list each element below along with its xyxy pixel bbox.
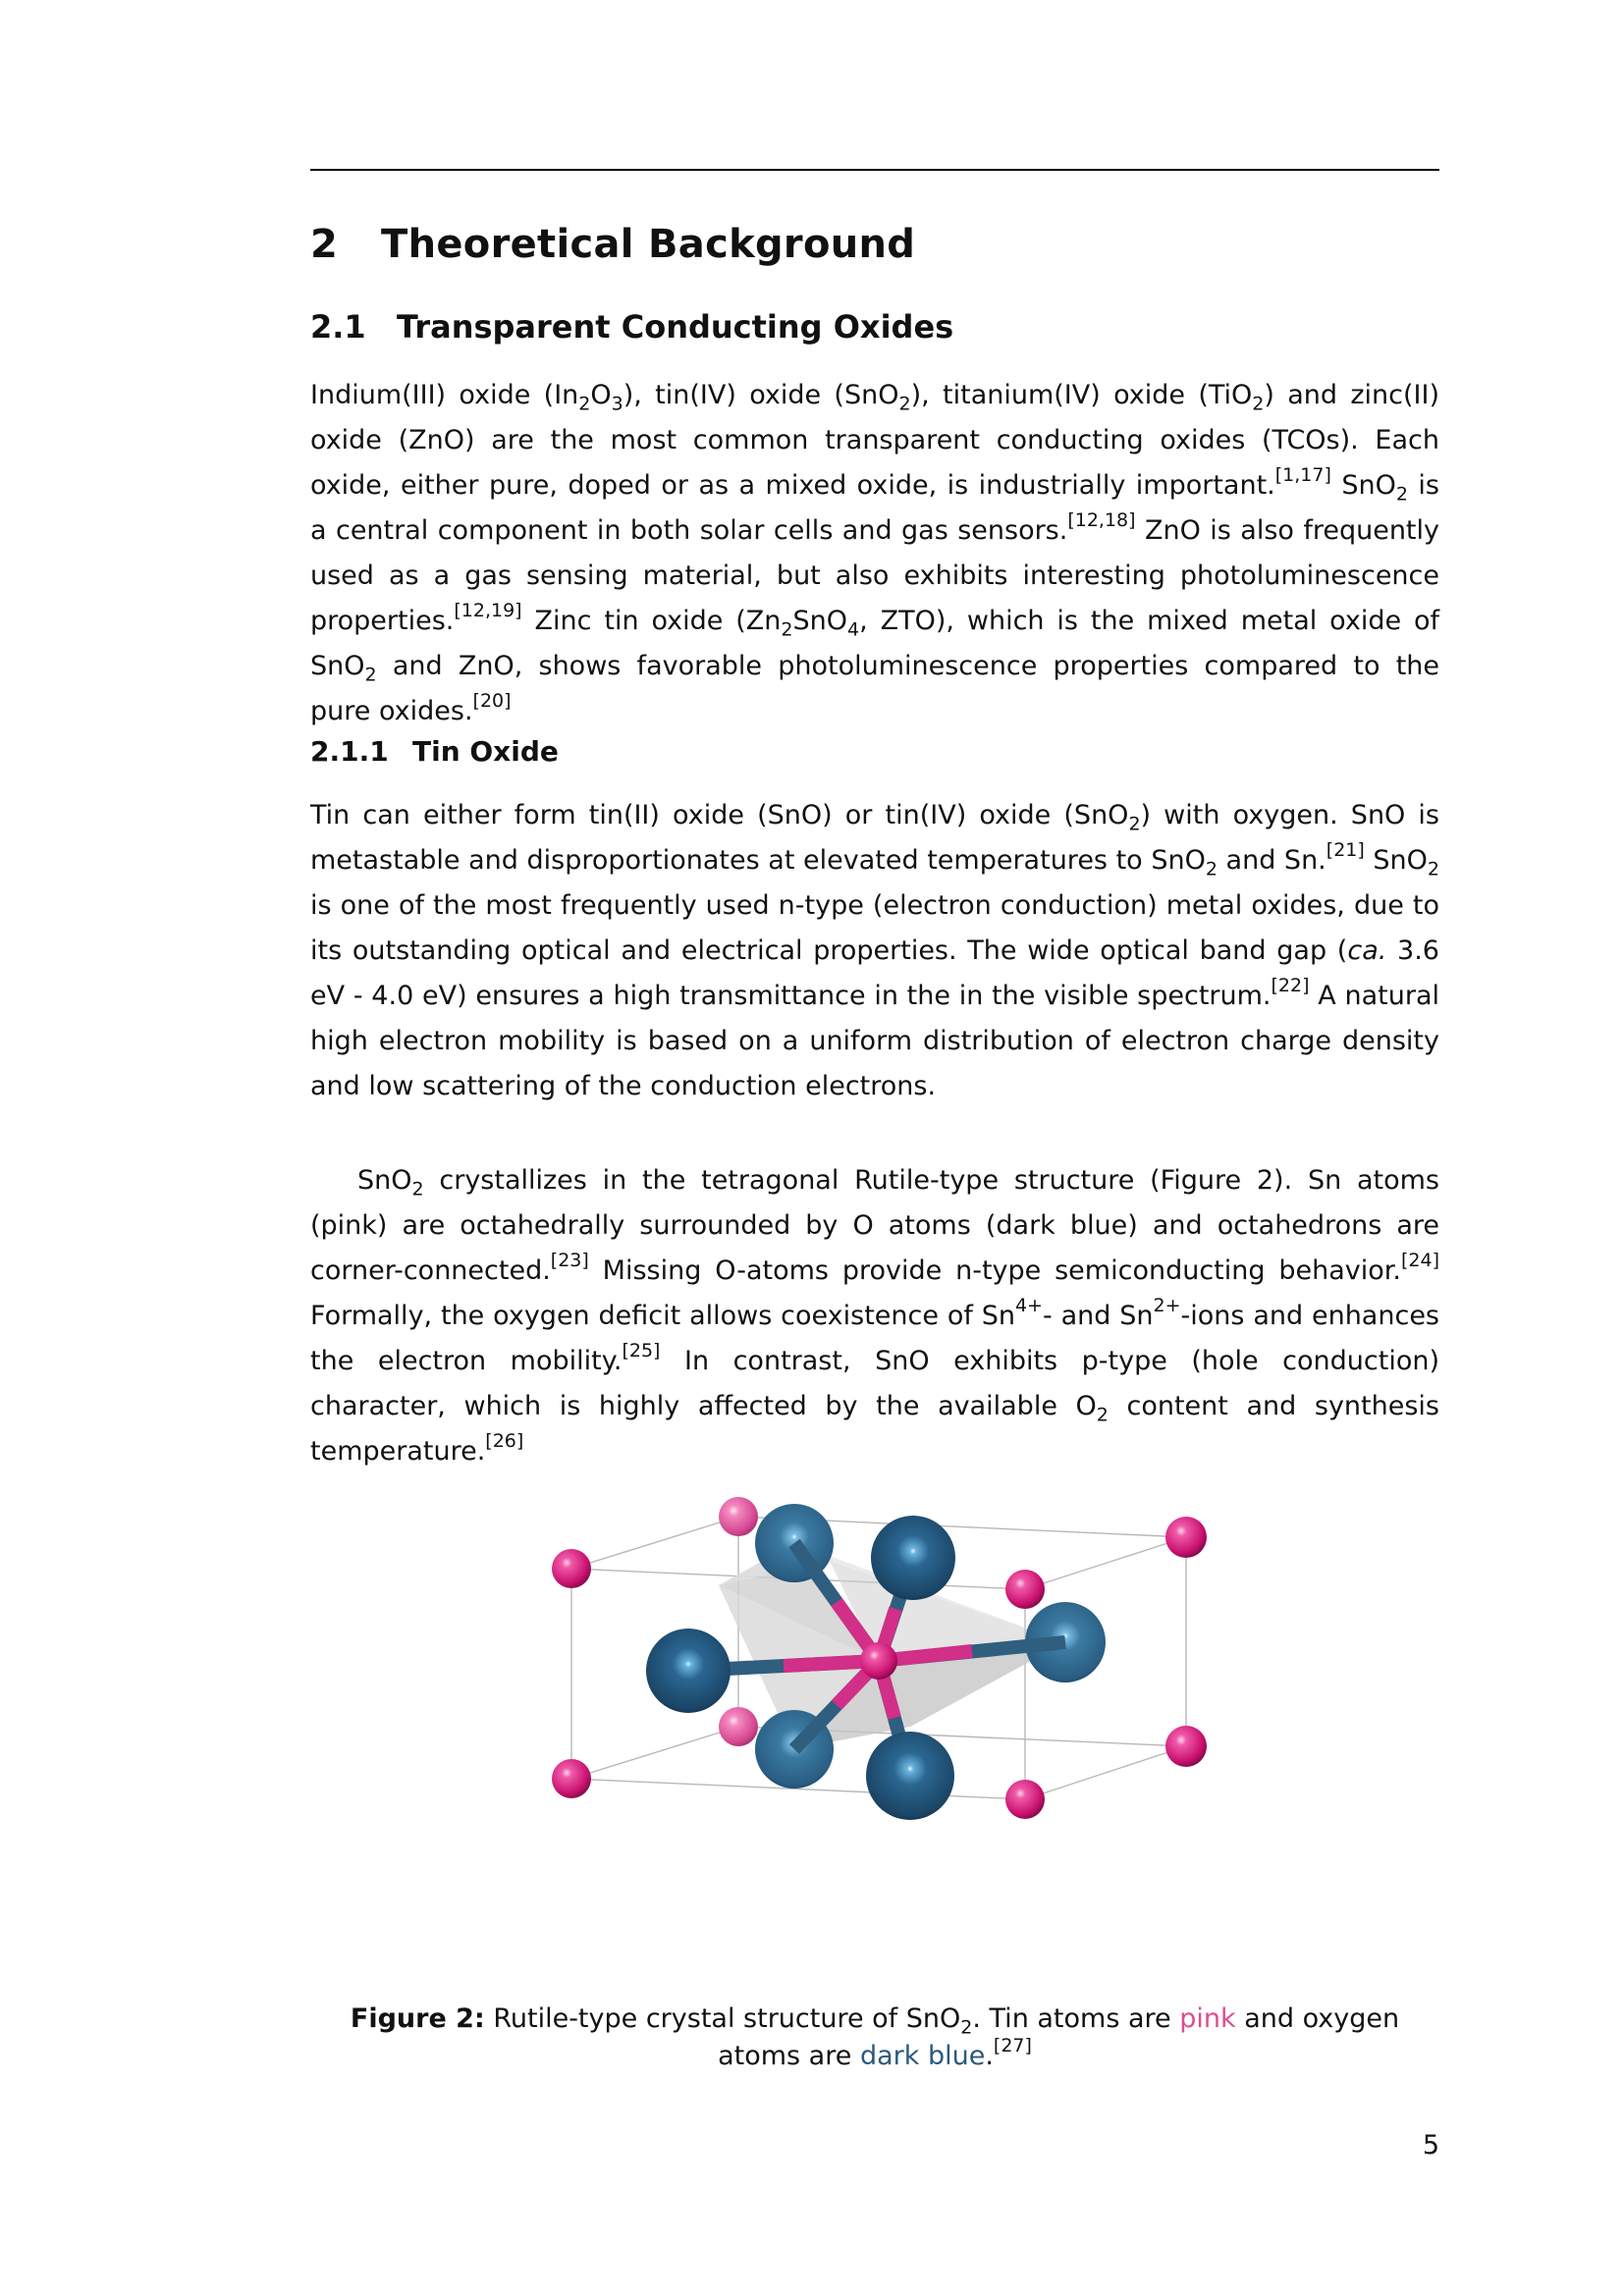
citation[interactable]: [23] — [550, 1250, 589, 1271]
citation[interactable]: [25] — [622, 1340, 661, 1362]
tin-atom — [552, 1759, 591, 1798]
subsection-title: Tin Oxide — [412, 735, 559, 768]
citation[interactable]: [12,18] — [1067, 509, 1136, 531]
tin-atom — [1005, 1570, 1045, 1609]
paragraph-tin-oxide: Tin can either form tin(II) oxide (SnO) or tin(IV) oxide (SnO$_2$) with oxygen. SnO is metastable and disproportionates at elevated temperatures to SnO$_2$ and Sn.[21] SnO$_2$ is one of the most frequently used n-type (electron conduction) metal oxides, due to its outstanding optical and electrical properties. The wide optical band gap (ca. 3.6 eV - 4.0 eV) ensures a high transmittance in the in the visible spectrum.[22] A natural high electron mobility is based on a uniform distribution of electron charge density and low scattering of the conduction electrons. — [310, 800, 1440, 1101]
tin-atom — [1165, 1726, 1207, 1767]
page-number: 5 — [1422, 2130, 1439, 2161]
tin-atom-center — [860, 1642, 897, 1680]
rutile-crystal-figure — [530, 1477, 1237, 1988]
citation[interactable]: [22] — [1271, 975, 1310, 996]
paragraph-rutile: SnO$_2$ crystallizes in the tetragonal Rutile-type structure (Figure 2). Sn atoms (pink) are octahedrally surrounded by O atoms (dark blue) and octahedrons are corner-connected.[23] Missing O-atoms provide n-type semiconducting behavior.[24] Formally, the oxygen deficit allows coexistence of $Sn^{4+}-$ and $Sn^{2+}$-ions and enhances the electron mobility.[25] In contrast, SnO exhibits p-type (hole conduction) character, which is highly affected by the available $O_2$ content and synthesis temperature.[26] — [310, 1165, 1440, 1467]
oxygen-atom — [866, 1732, 954, 1820]
section-number: 2.1 — [310, 308, 366, 346]
chapter-heading — [310, 222, 915, 267]
chapter-number: 2 — [310, 222, 339, 267]
section-title: Transparent Conducting Oxides — [397, 308, 954, 346]
oxygen-atom — [871, 1516, 955, 1600]
citation[interactable]: [1,17] — [1274, 464, 1331, 486]
chapter-title: Theoretical Background — [381, 222, 916, 267]
figure-label: Figure 2: — [350, 2003, 485, 2034]
figure-caption: Figure 2: Rutile-type crystal structure of SnO$_2$. Tin atoms are pink and oxygen atoms are dark blue.[27] — [350, 2003, 1400, 2071]
section-heading — [310, 308, 953, 346]
pink-word: pink — [1179, 2003, 1236, 2034]
citation[interactable]: [26] — [485, 1430, 524, 1452]
subsection-heading — [310, 735, 559, 768]
dark-blue-word: dark blue — [859, 2041, 986, 2071]
oxygen-atom — [646, 1629, 731, 1713]
paragraph-tco: Indium(III) oxide $(In_2O_3)$, tin(IV) oxide (SnO$_2$), titanium(IV) oxide (TiO$_2$) and zinc(II) oxide (ZnO) are the most common transparent conducting oxides (TCOs). Each oxide, either pure, doped or as a mixed oxide, is industrially important.[1,17] SnO$_2$ is a central component in both solar cells and gas sensors.[12,18] ZnO is also frequently used as a gas sensing material, but also exhibits interesting photoluminescence properties.[12,19] Zinc tin oxide ($Zn_2SnO_4$, ZTO), which is the mixed metal oxide of SnO$_2$ and ZnO, shows favorable photoluminescence properties compared to the pure oxides.[20] — [310, 380, 1439, 726]
citation[interactable]: [27] — [993, 2035, 1032, 2056]
header-rule — [310, 169, 1439, 171]
tin-atom — [719, 1497, 758, 1536]
tin-atom — [719, 1707, 758, 1746]
citation[interactable]: [20] — [472, 690, 512, 712]
tin-atom — [1005, 1780, 1045, 1819]
citation[interactable]: [12,19] — [454, 600, 522, 621]
citation[interactable]: [24] — [1400, 1250, 1439, 1271]
tin-atom — [552, 1549, 591, 1588]
citation[interactable]: [21] — [1326, 839, 1365, 861]
tin-atom — [1165, 1517, 1207, 1558]
subsection-number: 2.1.1 — [310, 735, 389, 768]
